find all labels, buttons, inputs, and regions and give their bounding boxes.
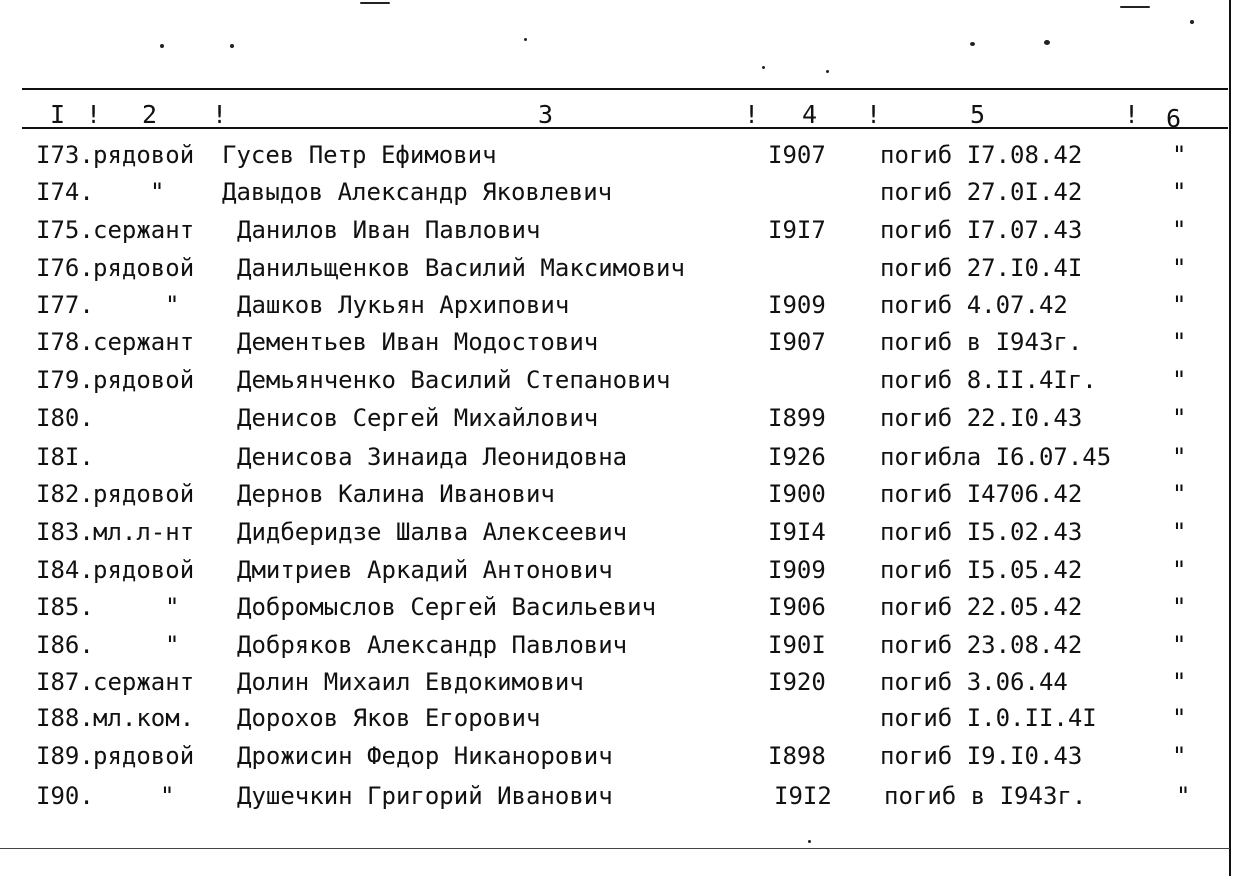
table-row <box>0 140 1233 176</box>
column-separator: ! <box>866 100 882 129</box>
record-birth-year: I920 <box>768 668 826 696</box>
record-fate: погиб I7.07.43 <box>880 216 1083 244</box>
record-rank: рядовой <box>93 366 195 394</box>
record-rank: рядовой <box>93 254 195 282</box>
ditto-mark: " <box>1172 668 1187 696</box>
record-fate: погиб 23.08.42 <box>880 631 1083 659</box>
ditto-mark: " <box>1172 593 1187 621</box>
table-row <box>0 741 1233 777</box>
table-row <box>0 290 1233 326</box>
table-row <box>0 479 1233 515</box>
record-fate: погиб 27.0I.42 <box>880 178 1083 206</box>
record-number: I73. <box>36 141 94 169</box>
record-rank: " <box>150 178 165 206</box>
record-rank: " <box>165 593 180 621</box>
record-number: I74. <box>36 178 94 206</box>
page-edge-bottom <box>0 848 1230 849</box>
record-fate: погиб 27.I0.4I <box>880 254 1083 282</box>
record-name: Дидберидзе Шалва Алексеевич <box>237 518 628 546</box>
ditto-mark: " <box>1172 366 1187 394</box>
ditto-mark: " <box>1172 704 1187 732</box>
table-row <box>0 517 1233 553</box>
record-birth-year: I909 <box>768 291 826 319</box>
column-header-4: 4 <box>802 100 818 129</box>
record-name: Данильщенков Василий Максимович <box>237 254 685 282</box>
record-birth-year: I9I2 <box>774 782 832 810</box>
ditto-mark: " <box>1172 631 1187 659</box>
column-header-5: 5 <box>970 100 986 129</box>
column-header-2: 2 <box>142 100 158 129</box>
record-fate: погиб I5.05.42 <box>880 556 1083 584</box>
speck <box>1190 20 1194 24</box>
record-birth-year: I9I7 <box>768 216 826 244</box>
ditto-mark: " <box>1172 291 1187 319</box>
record-name: Добромыслов Сергей Васильевич <box>237 593 657 621</box>
table-row <box>0 703 1233 739</box>
record-name: Дорохов Яков Егорович <box>237 704 541 732</box>
record-fate: погиб в I943г. <box>884 782 1087 810</box>
record-number: I85. <box>36 593 94 621</box>
ditto-mark: " <box>1172 141 1187 169</box>
table-row <box>0 177 1233 213</box>
ditto-mark: " <box>1172 518 1187 546</box>
record-number: I78. <box>36 328 94 356</box>
ditto-mark: " <box>1172 328 1187 356</box>
record-number: I90. <box>36 782 94 810</box>
ditto-mark: " <box>1172 216 1187 244</box>
column-header-6: 6 <box>1166 104 1182 133</box>
column-separator: ! <box>86 100 102 129</box>
record-birth-year: I907 <box>768 141 826 169</box>
table-row <box>0 403 1233 439</box>
ditto-mark: " <box>1172 480 1187 508</box>
record-birth-year: I898 <box>768 742 826 770</box>
header-rule-top <box>22 88 1228 90</box>
record-rank: мл.л-нт <box>93 518 195 546</box>
speck <box>230 44 234 48</box>
speck <box>1120 6 1150 8</box>
record-fate: погиб 22.I0.43 <box>880 404 1083 432</box>
record-number: I79. <box>36 366 94 394</box>
record-fate: погиб I5.02.43 <box>880 518 1083 546</box>
speck <box>970 42 975 46</box>
record-birth-year: I909 <box>768 556 826 584</box>
table-row <box>0 555 1233 591</box>
record-number: I75. <box>36 216 94 244</box>
speck <box>808 840 811 843</box>
record-name: Давыдов Александр Яковлевич <box>222 178 613 206</box>
speck <box>762 66 765 69</box>
record-birth-year: I90I <box>768 631 826 659</box>
ditto-mark: " <box>1172 443 1187 471</box>
record-name: Добряков Александр Павлович <box>237 631 628 659</box>
record-name: Душечкин Григорий Иванович <box>237 782 613 810</box>
record-name: Дернов Калина Иванович <box>237 480 555 508</box>
speck <box>160 44 164 48</box>
record-rank: " <box>160 782 175 810</box>
record-number: I86. <box>36 631 94 659</box>
table-row <box>0 630 1233 666</box>
record-name: Гусев Петр Ефимович <box>222 141 497 169</box>
record-fate: погибла I6.07.45 <box>880 443 1112 471</box>
record-fate: погиб I7.08.42 <box>880 141 1083 169</box>
column-header-1: I <box>50 100 66 129</box>
table-row <box>0 215 1233 251</box>
record-number: I84. <box>36 556 94 584</box>
record-name: Дементьев Иван Модостович <box>237 328 599 356</box>
speck <box>1044 40 1050 45</box>
record-rank: рядовой <box>93 556 195 584</box>
table-row <box>0 442 1233 478</box>
record-birth-year: I907 <box>768 328 826 356</box>
record-fate: погиб 22.05.42 <box>880 593 1083 621</box>
record-number: I8I. <box>36 443 94 471</box>
ditto-mark: " <box>1172 178 1187 206</box>
ditto-mark: " <box>1172 742 1187 770</box>
column-separator: ! <box>1124 100 1140 129</box>
record-number: I87. <box>36 668 94 696</box>
table-row <box>0 327 1233 363</box>
record-birth-year: I9I4 <box>768 518 826 546</box>
ditto-mark: " <box>1176 782 1191 810</box>
record-fate: погиб I9.I0.43 <box>880 742 1083 770</box>
record-rank: сержант <box>93 328 195 356</box>
ditto-mark: " <box>1172 556 1187 584</box>
record-name: Дашков Лукьян Архипович <box>237 291 570 319</box>
record-name: Денисова Зинаида Леонидовна <box>237 443 628 471</box>
record-rank: рядовой <box>93 742 195 770</box>
table-row <box>0 253 1233 289</box>
record-fate: погиб I4706.42 <box>880 480 1083 508</box>
record-number: I80. <box>36 404 94 432</box>
ditto-mark: " <box>1172 404 1187 432</box>
record-fate: погиб 4.07.42 <box>880 291 1068 319</box>
record-number: I82. <box>36 480 94 508</box>
record-number: I77. <box>36 291 94 319</box>
table-row <box>0 667 1233 703</box>
table-row <box>0 781 1233 817</box>
record-rank: сержант <box>93 216 195 244</box>
record-number: I83. <box>36 518 94 546</box>
speck <box>360 2 390 4</box>
record-number: I76. <box>36 254 94 282</box>
record-name: Дрожисин Федор Никанорович <box>237 742 613 770</box>
table-row <box>0 365 1233 401</box>
ditto-mark: " <box>1172 254 1187 282</box>
record-rank: рядовой <box>93 480 195 508</box>
record-fate: погиб I.0.II.4I <box>880 704 1097 732</box>
record-rank: " <box>165 291 180 319</box>
record-birth-year: I900 <box>768 480 826 508</box>
column-separator: ! <box>744 100 760 129</box>
table-row <box>0 592 1233 628</box>
record-rank: " <box>165 631 180 659</box>
record-name: Данилов Иван Павлович <box>237 216 541 244</box>
speck <box>826 70 829 73</box>
record-fate: погиб 3.06.44 <box>880 668 1068 696</box>
record-name: Денисов Сергей Михайлович <box>237 404 599 432</box>
record-rank: сержант <box>93 668 195 696</box>
header-rule-bottom <box>22 127 1228 129</box>
record-fate: погиб в I943г. <box>880 328 1083 356</box>
record-birth-year: I906 <box>768 593 826 621</box>
record-rank: рядовой <box>93 141 195 169</box>
record-name: Долин Михаил Евдокимович <box>237 668 584 696</box>
record-fate: погиб 8.II.4Iг. <box>880 366 1097 394</box>
record-birth-year: I899 <box>768 404 826 432</box>
record-name: Демьянченко Василий Степанович <box>237 366 671 394</box>
column-separator: ! <box>212 100 228 129</box>
record-rank: мл.ком. <box>93 704 195 732</box>
column-header-3: 3 <box>538 100 554 129</box>
record-number: I89. <box>36 742 94 770</box>
speck <box>524 38 527 41</box>
record-birth-year: I926 <box>768 443 826 471</box>
record-number: I88. <box>36 704 94 732</box>
record-name: Дмитриев Аркадий Антонович <box>237 556 613 584</box>
